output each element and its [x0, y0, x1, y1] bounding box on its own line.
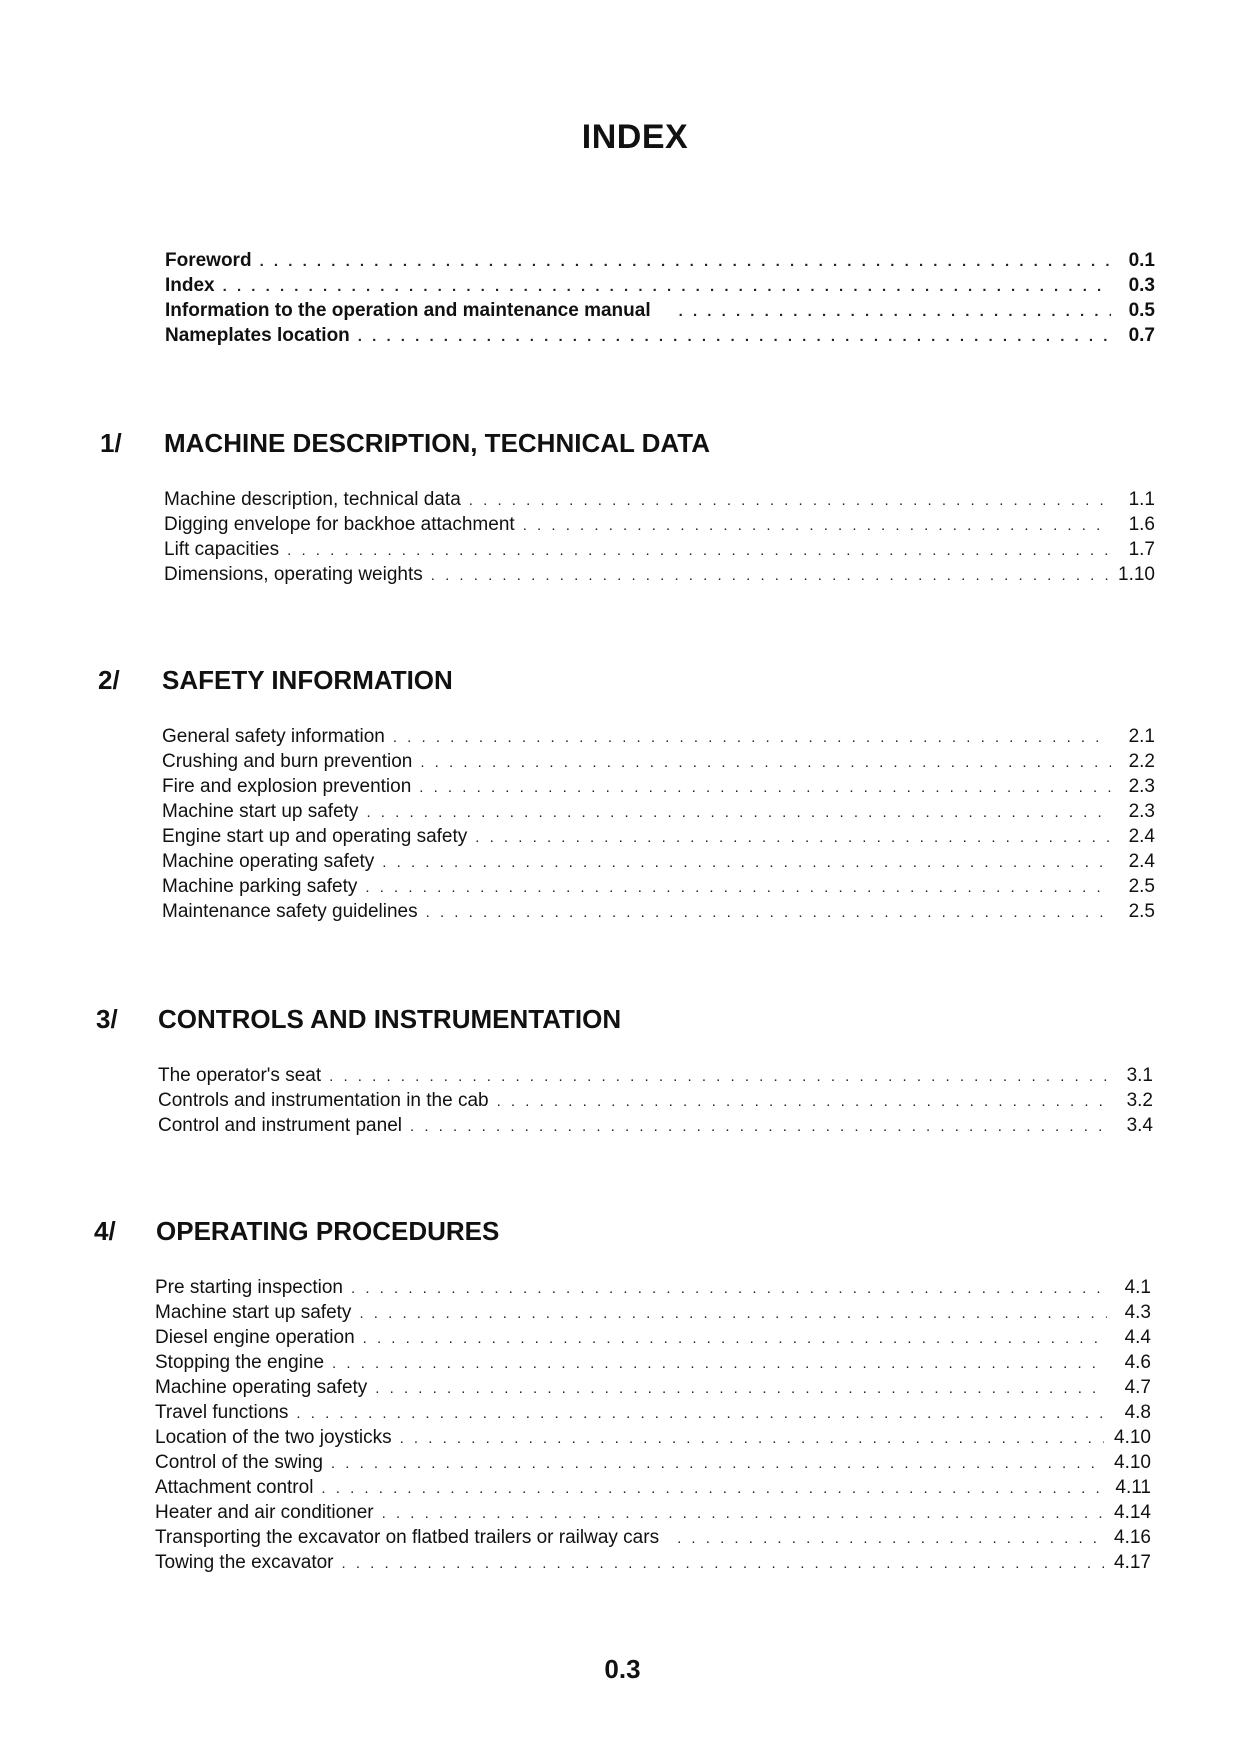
toc-entry[interactable] — [164, 487, 1155, 512]
dot-leader — [329, 1064, 1109, 1089]
toc-entry-label: General safety information — [162, 726, 385, 747]
dot-leader — [260, 249, 1111, 274]
dot-leader — [332, 1351, 1107, 1376]
toc-entry[interactable] — [165, 298, 1155, 323]
toc-entry[interactable] — [164, 537, 1155, 562]
dot-leader — [351, 1276, 1107, 1301]
toc-entry-label: Travel functions — [155, 1402, 289, 1423]
dot-leader — [365, 875, 1111, 900]
toc-entry-label: Machine description, technical data — [164, 489, 461, 510]
dot-leader — [475, 825, 1111, 850]
toc-entry[interactable] — [158, 1113, 1153, 1138]
toc-entry-page: 4.10 — [1114, 1452, 1151, 1473]
toc-entry-label: Information to the operation and maintenance manual — [165, 300, 651, 321]
toc-entry[interactable] — [162, 824, 1155, 849]
section-4-list — [155, 1275, 1151, 1575]
toc-entry-page: 4.10 — [1114, 1427, 1151, 1448]
toc-entry-page: 3.2 — [1126, 1090, 1153, 1111]
section-number: 2/ — [98, 665, 120, 695]
dot-leader — [419, 775, 1111, 800]
page-title: INDEX — [581, 118, 689, 156]
toc-entry-page: 2.3 — [1128, 776, 1155, 797]
toc-entry[interactable] — [155, 1550, 1151, 1575]
toc-entry-page: 0.3 — [1128, 275, 1155, 296]
toc-entry-page: 4.14 — [1114, 1502, 1151, 1523]
toc-entry-page: 2.3 — [1128, 801, 1155, 822]
toc-entry-label: The operator's seat — [158, 1065, 322, 1086]
toc-entry[interactable] — [162, 749, 1155, 774]
toc-entry[interactable] — [162, 724, 1155, 749]
dot-leader — [342, 1551, 1105, 1576]
toc-entry[interactable] — [162, 849, 1155, 874]
toc-entry[interactable] — [155, 1525, 1151, 1550]
toc-entry-label: Pre starting inspection — [155, 1277, 343, 1298]
toc-entry[interactable] — [162, 799, 1155, 824]
toc-entry-label: Nameplates location — [165, 325, 350, 346]
dot-leader — [359, 1301, 1107, 1326]
toc-entry-page: 0.5 — [1128, 300, 1155, 321]
toc-entry[interactable] — [155, 1450, 1151, 1475]
section-number: 3/ — [96, 1004, 118, 1034]
dot-leader — [375, 1376, 1107, 1401]
toc-entry-page: 4.17 — [1114, 1552, 1151, 1573]
toc-entry-page: 4.16 — [1114, 1527, 1151, 1548]
dot-leader — [382, 1501, 1104, 1526]
dot-leader — [523, 513, 1111, 538]
dot-leader — [497, 1089, 1109, 1114]
toc-entry-label: Heater and air conditioner — [155, 1502, 374, 1523]
toc-entry-page: 0.7 — [1128, 325, 1155, 346]
dot-leader — [366, 800, 1111, 825]
section-heading-1 — [100, 428, 900, 462]
section-heading-3 — [96, 1004, 896, 1038]
toc-entry-label: Diesel engine operation — [155, 1327, 355, 1348]
dot-leader — [677, 1526, 1104, 1551]
toc-entry[interactable] — [155, 1400, 1151, 1425]
toc-entry[interactable] — [162, 874, 1155, 899]
dot-leader — [382, 850, 1111, 875]
section-2-list — [162, 724, 1155, 924]
toc-entry-page: 1.6 — [1128, 514, 1155, 535]
dot-leader — [296, 1401, 1107, 1426]
toc-entry-label: Attachment control — [155, 1477, 314, 1498]
toc-entry-page: 4.11 — [1115, 1477, 1151, 1498]
dot-leader — [469, 488, 1111, 513]
front-matter-list — [165, 248, 1155, 348]
toc-entry[interactable] — [165, 273, 1155, 298]
dot-leader — [400, 1426, 1104, 1451]
toc-entry-page: 2.4 — [1128, 851, 1155, 872]
section-number: 1/ — [100, 428, 122, 458]
toc-entry[interactable] — [155, 1325, 1151, 1350]
toc-entry[interactable] — [155, 1350, 1151, 1375]
dot-leader — [223, 274, 1111, 299]
toc-entry-page: 0.1 — [1128, 250, 1155, 271]
dot-leader — [363, 1326, 1107, 1351]
toc-entry-page: 4.8 — [1124, 1402, 1151, 1423]
toc-entry[interactable] — [165, 248, 1155, 273]
toc-entry-label: Transporting the excavator on flatbed trailers or railway cars — [155, 1527, 660, 1548]
toc-entry-page: 4.1 — [1124, 1277, 1151, 1298]
toc-entry-page: 4.7 — [1124, 1377, 1151, 1398]
toc-entry[interactable] — [164, 562, 1155, 587]
toc-entry[interactable] — [155, 1500, 1151, 1525]
dot-leader — [331, 1451, 1104, 1476]
toc-entry[interactable] — [162, 774, 1155, 799]
section-heading-4 — [94, 1216, 894, 1250]
toc-entry[interactable] — [162, 899, 1155, 924]
toc-entry-page: 4.4 — [1124, 1327, 1151, 1348]
section-title: MACHINE DESCRIPTION, TECHNICAL DATA — [164, 428, 710, 458]
toc-entry-label: Control of the swing — [155, 1452, 323, 1473]
toc-entry-page: 4.6 — [1124, 1352, 1151, 1373]
page-number: 0.3 — [604, 1654, 641, 1684]
dot-leader — [358, 324, 1111, 349]
toc-entry-label: Engine start up and operating safety — [162, 826, 468, 847]
toc-entry-label: Machine start up safety — [155, 1302, 352, 1323]
toc-entry-label: Index — [165, 275, 215, 296]
toc-entry-page: 2.5 — [1128, 901, 1155, 922]
toc-entry-label: Fire and explosion prevention — [162, 776, 412, 797]
toc-entry-label: Dimensions, operating weights — [164, 564, 423, 585]
toc-entry-label: Stopping the engine — [155, 1352, 325, 1373]
toc-entry[interactable] — [165, 323, 1155, 348]
toc-entry-page: 1.7 — [1128, 539, 1155, 560]
dot-leader — [431, 563, 1108, 588]
toc-entry[interactable] — [155, 1425, 1151, 1450]
toc-entry-page: 3.4 — [1126, 1115, 1153, 1136]
dot-leader — [393, 725, 1111, 750]
toc-entry[interactable] — [158, 1063, 1153, 1088]
dot-leader — [287, 538, 1111, 563]
toc-entry-label: Towing the excavator — [155, 1552, 334, 1573]
section-number: 4/ — [94, 1216, 116, 1246]
dot-leader — [426, 900, 1111, 925]
section-1-list — [164, 487, 1155, 587]
toc-entry-page: 2.5 — [1128, 876, 1155, 897]
toc-entry-label: Digging envelope for backhoe attachment — [164, 514, 515, 535]
toc-entry-label: Controls and instrumentation in the cab — [158, 1090, 489, 1111]
toc-entry-page: 4.3 — [1124, 1302, 1151, 1323]
dot-leader — [420, 750, 1111, 775]
toc-entry[interactable] — [164, 512, 1155, 537]
toc-entry-label: Control and instrument panel — [158, 1115, 402, 1136]
toc-entry-page: 2.4 — [1128, 826, 1155, 847]
toc-entry[interactable] — [158, 1088, 1153, 1113]
toc-entry[interactable] — [155, 1275, 1151, 1300]
toc-entry-label: Machine start up safety — [162, 801, 359, 822]
dot-leader — [410, 1114, 1109, 1139]
toc-entry-page: 3.1 — [1126, 1065, 1153, 1086]
toc-entry[interactable] — [155, 1375, 1151, 1400]
toc-entry-page: 2.1 — [1128, 726, 1155, 747]
toc-entry-page: 1.1 — [1128, 489, 1155, 510]
toc-entry[interactable] — [155, 1300, 1151, 1325]
toc-entry-label: Foreword — [165, 250, 252, 271]
dot-leader — [679, 299, 1111, 324]
toc-entry-label: Lift capacities — [164, 539, 280, 560]
section-title: CONTROLS AND INSTRUMENTATION — [158, 1004, 622, 1034]
toc-entry-label: Machine operating safety — [162, 851, 375, 872]
toc-entry-page: 2.2 — [1128, 751, 1155, 772]
section-title: SAFETY INFORMATION — [162, 665, 453, 695]
toc-entry-label: Maintenance safety guidelines — [162, 901, 418, 922]
toc-entry-label: Location of the two joysticks — [155, 1427, 392, 1448]
section-title: OPERATING PROCEDURES — [156, 1216, 500, 1246]
toc-entry-label: Machine operating safety — [155, 1377, 368, 1398]
section-3-list — [158, 1063, 1153, 1138]
toc-entry-page: 1.10 — [1118, 564, 1155, 585]
toc-entry[interactable] — [155, 1475, 1151, 1500]
dot-leader — [321, 1476, 1105, 1501]
toc-entry-label: Crushing and burn prevention — [162, 751, 413, 772]
section-heading-2 — [98, 665, 898, 699]
toc-entry-label: Machine parking safety — [162, 876, 358, 897]
